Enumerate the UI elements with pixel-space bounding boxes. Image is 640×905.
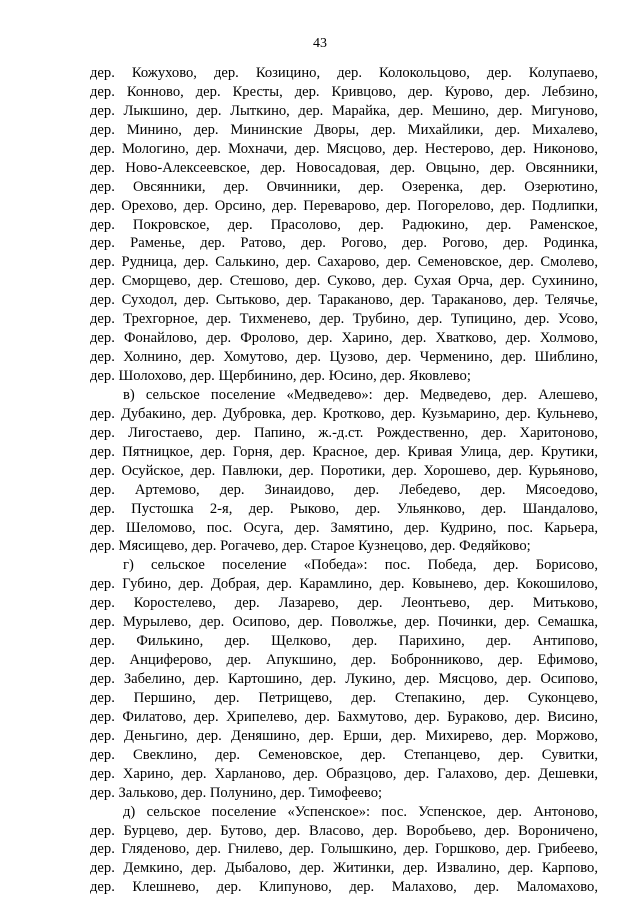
text-line: дер. Трехгорное, дер. Тихменево, дер. Трубино, дер. Тупицино, дер. Усово,	[90, 311, 598, 328]
text-line: дер. Суходол, дер. Сытьково, дер. Тараканово, дер. Тараканово, дер. Телячье,	[90, 292, 598, 309]
text-line: дер. Коростелево, дер. Лазарево, дер. Леонтьево, дер. Митьково,	[90, 595, 598, 612]
text-line: дер. Шолохово, дер. Щербинино, дер. Юсино, дер. Яковлево;	[90, 368, 471, 384]
text-line: дер. Филькино, дер. Щелково, дер. Парихино, дер. Антипово,	[90, 633, 598, 650]
text-line: дер. Ново-Алексеевское, дер. Новосадовая, дер. Овцыно, дер. Овсянники,	[90, 159, 598, 176]
text-line: дер. Зальково, дер. Полунино, дер. Тимофеево;	[90, 784, 383, 801]
text-line: дер. Пятницкое, дер. Горня, дер. Красное, дер. Кривая Улица, дер. Крутики,	[90, 443, 598, 460]
text-line: дер. Харино, дер. Харланово, дер. Образцово, дер. Галахово, дер. Дешевки,	[90, 765, 598, 782]
text-line: дер. Мясищево, дер. Рогачево, дер. Старое Кузнецово, дер. Федяйково;	[90, 538, 531, 555]
paragraph-first-line: д) сельское поселение «Успенское»: пос. Успенское, дер. Антоново,	[123, 803, 598, 820]
paragraph-first-line: г) сельское поселение «Победа»: пос. Победа, дер. Борисово,	[123, 557, 598, 574]
text-line: дер. Сморщево, дер. Стешово, дер. Суково, дер. Сухая Орча, дер. Сухинино,	[90, 273, 598, 290]
text-line: дер. Кожухово, дер. Козицино, дер. Колокольцово, дер. Колупаево,	[90, 65, 598, 81]
text-line: дер. Клешнево, дер. Клипуново, дер. Малахово, дер. Маломахово,	[90, 879, 598, 896]
text-line: дер. Осуйское, дер. Павлюки, дер. Поротики, дер. Хорошево, дер. Курьяново,	[90, 462, 598, 479]
page-number: 43	[313, 36, 327, 51]
text-line: дер. Орехово, дер. Орсино, дер. Переварово, дер. Погорелово, дер. Подлипки,	[90, 197, 598, 214]
text-line: дер. Конново, дер. Кресты, дер. Кривцово, дер. Курово, дер. Лебзино,	[90, 83, 598, 100]
text-line: дер. Деньгино, дер. Деняшино, дер. Ерши, дер. Михирево, дер. Моржово,	[90, 727, 598, 744]
text-line: дер. Холнино, дер. Хомутово, дер. Цузово, дер. Черменино, дер. Шиблино,	[90, 349, 598, 366]
text-line: дер. Покровское, дер. Прасолово, дер. Радюкино, дер. Раменское,	[90, 216, 598, 233]
text-line: дер. Мологино, дер. Мохначи, дер. Мясцово, дер. Нестерово, дер. Никоново,	[90, 140, 598, 157]
text-line: дер. Анциферово, дер. Апукшино, дер. Бобронниково, дер. Ефимово,	[90, 652, 598, 669]
text-line: дер. Филатово, дер. Хрипелево, дер. Бахмутово, дер. Бураково, дер. Висино,	[90, 708, 598, 725]
text-line: дер. Лигостаево, дер. Папино, ж.-д.ст. Рождественно, дер. Харитоново,	[90, 424, 598, 441]
text-line: дер. Демкино, дер. Дыбалово, дер. Житинки, дер. Извалино, дер. Карпово,	[90, 860, 598, 877]
text-line: дер. Шеломово, пос. Осуга, дер. Замятино, дер. Кудрино, пос. Карьера,	[90, 519, 598, 536]
paragraph-first-line: в) сельское поселение «Медведево»: дер. Медведево, дер. Алешево,	[123, 386, 598, 403]
text-line: дер. Лыкшино, дер. Лыткино, дер. Марайка, дер. Мешино, дер. Мигуново,	[90, 102, 598, 119]
text-line: дер. Раменье, дер. Ратово, дер. Рогово, дер. Рогово, дер. Родинка,	[90, 235, 598, 252]
text-line: дер. Дубакино, дер. Дубровка, дер. Кротково, дер. Кузьмарино, дер. Кульнево,	[90, 405, 598, 422]
text-line: дер. Гляденово, дер. Гнилево, дер. Голышкино, дер. Горшково, дер. Грибеево,	[90, 841, 598, 858]
text-line: дер. Мурылево, дер. Осипово, дер. Поволжье, дер. Починки, дер. Семашка,	[90, 614, 598, 631]
text-line: дер. Пустошка 2-я, дер. Рыково, дер. Ульянково, дер. Шандалово,	[90, 500, 598, 517]
text-line: дер. Забелино, дер. Картошино, дер. Лукино, дер. Мясцово, дер. Осипово,	[90, 671, 598, 687]
text-line: дер. Губино, дер. Добрая, дер. Карамлино, дер. Ковынево, дер. Кокошилово,	[90, 576, 598, 593]
text-line: дер. Фонайлово, дер. Фролово, дер. Харино, дер. Хватково, дер. Холмово,	[90, 330, 598, 347]
text-line: дер. Свеклино, дер. Семеновское, дер. Степанцево, дер. Сувитки,	[90, 746, 598, 763]
text-line: дер. Бурцево, дер. Бутово, дер. Власово, дер. Воробьево, дер. Вороничено,	[90, 822, 598, 839]
document-body	[90, 64, 598, 897]
text-line: дер. Минино, дер. Мининские Дворы, дер. Михайлики, дер. Михалево,	[90, 121, 598, 138]
text-line: дер. Артемово, дер. Зинаидово, дер. Лебедево, дер. Мясоедово,	[90, 481, 598, 498]
text-line: дер. Першино, дер. Петрищево, дер. Степакино, дер. Суконцево,	[90, 689, 598, 706]
text-line: дер. Рудница, дер. Салькино, дер. Сахарово, дер. Семеновское, дер. Смолево,	[90, 254, 598, 271]
text-line: дер. Овсянники, дер. Овчинники, дер. Озеренка, дер. Озерютино,	[90, 178, 598, 195]
